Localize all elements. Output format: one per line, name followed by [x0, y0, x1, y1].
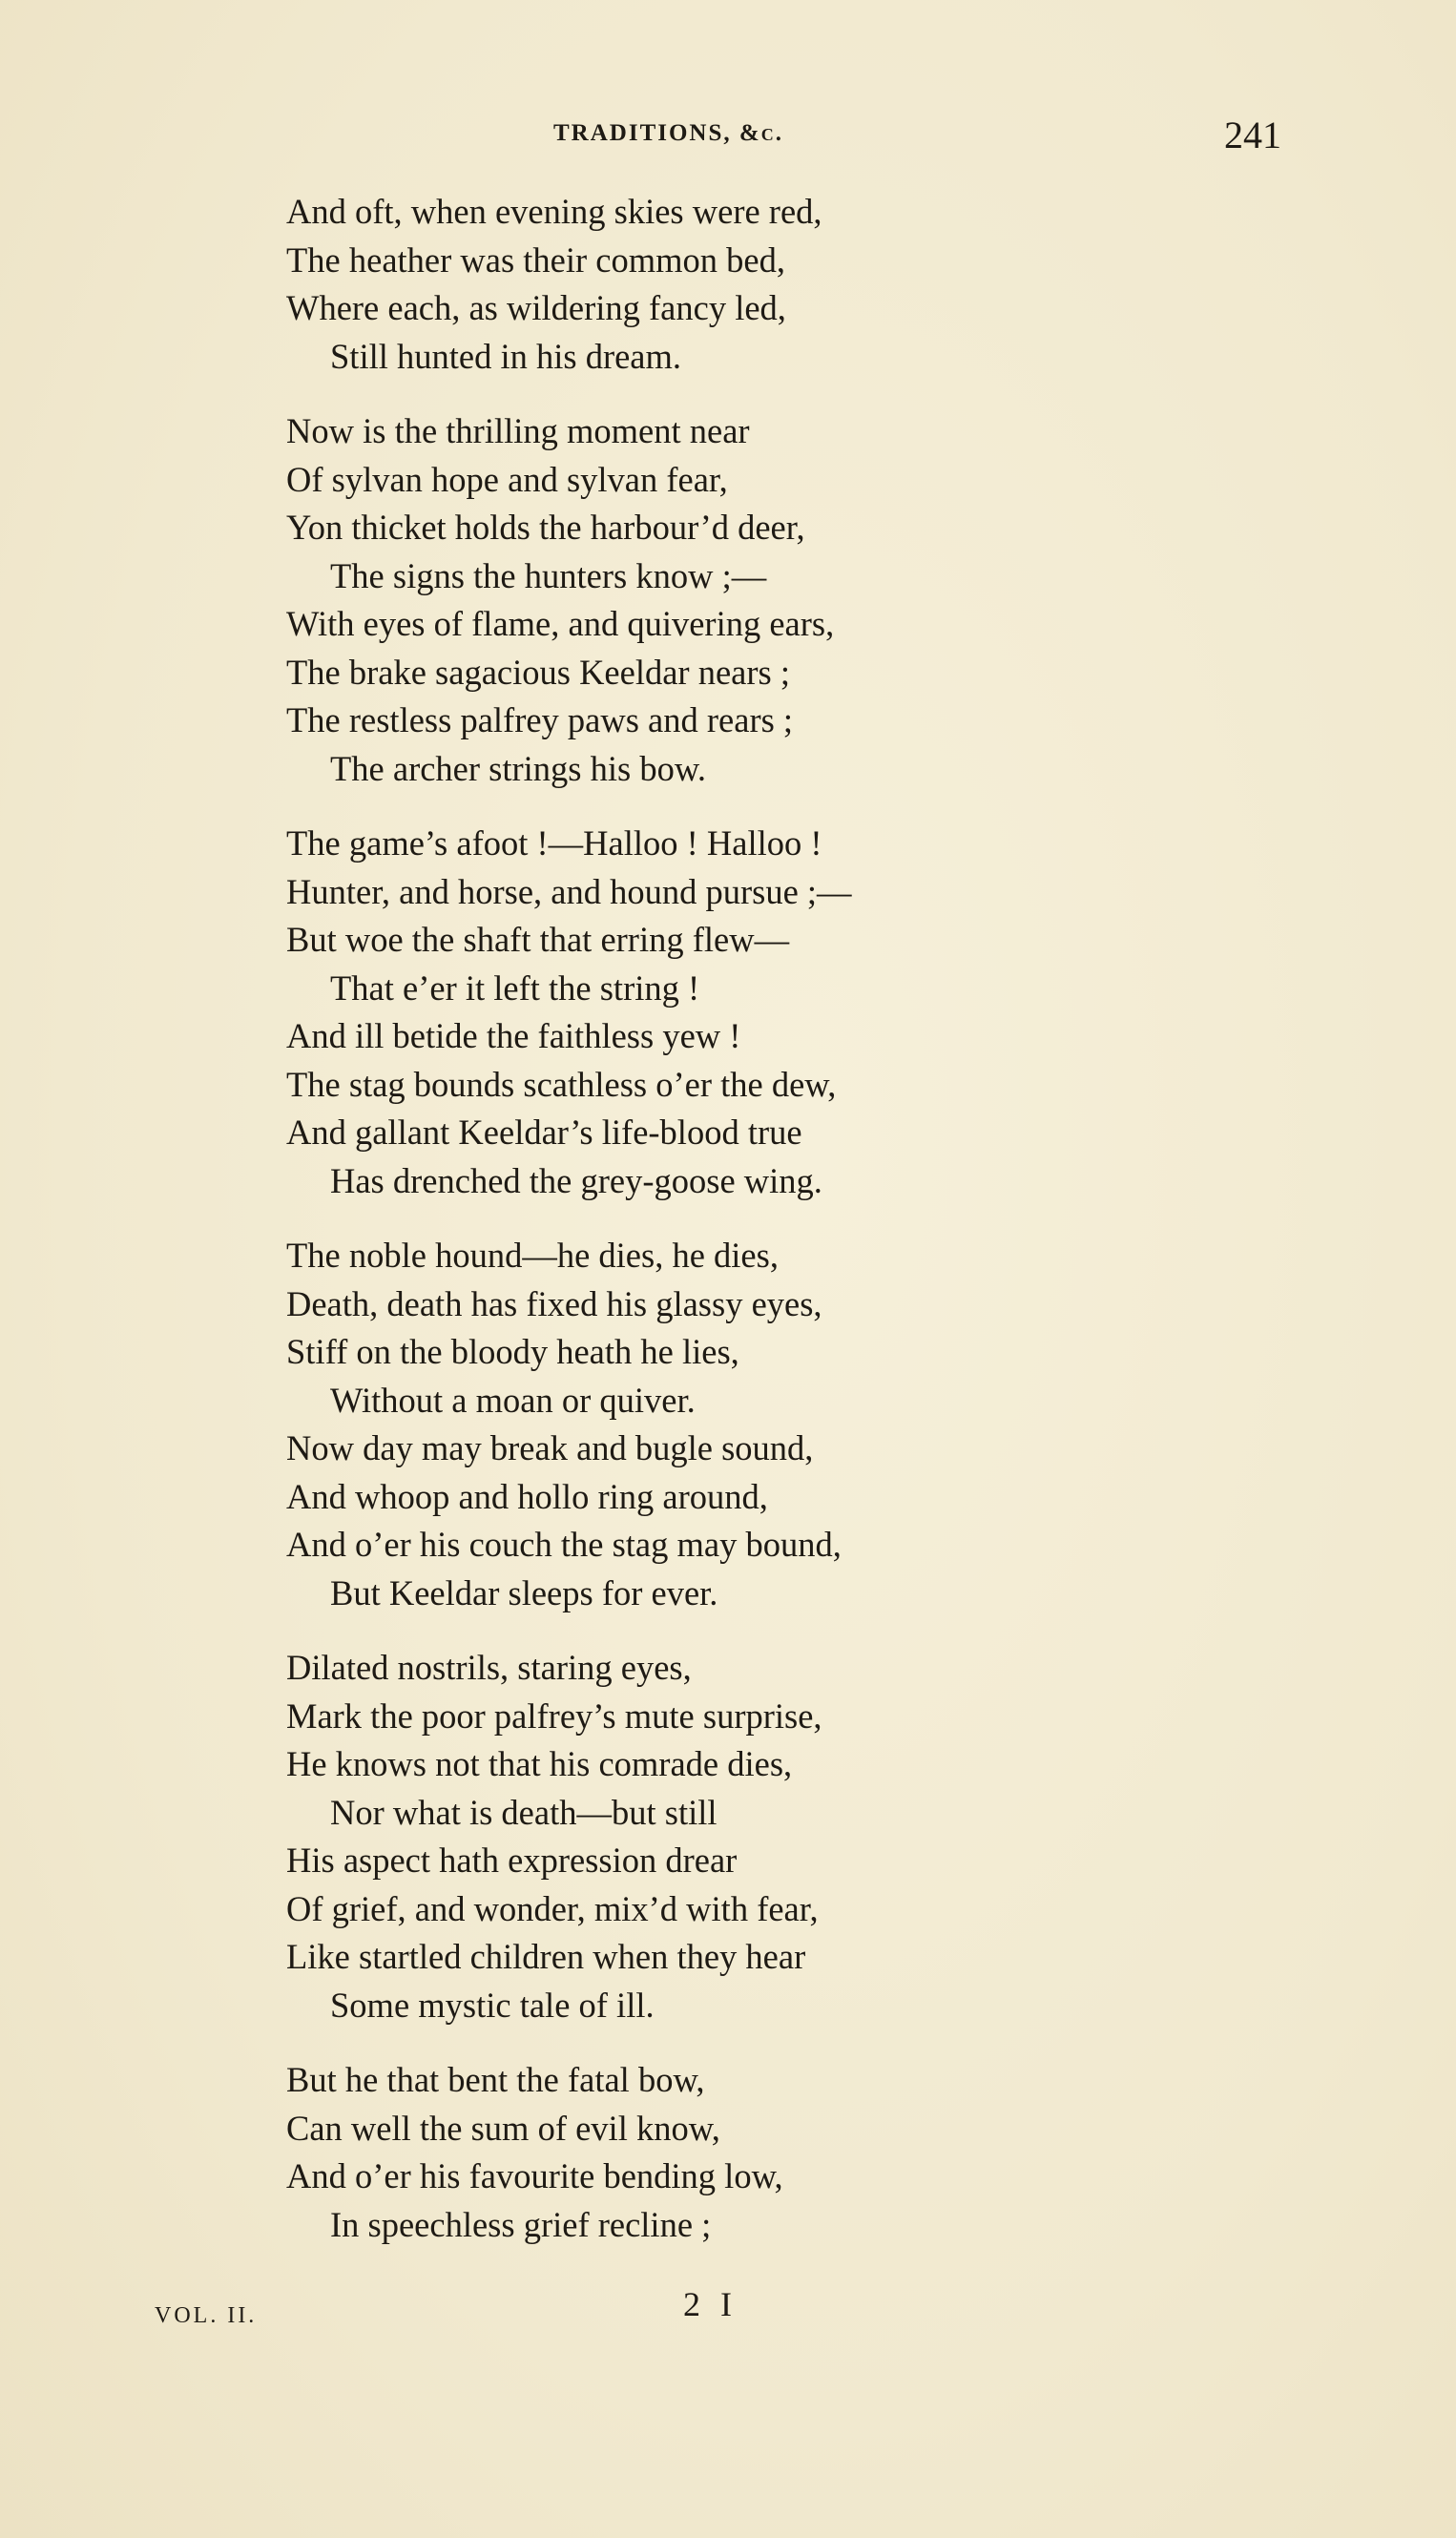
poem-line: Hunter, and horse, and hound pursue ;— — [286, 871, 852, 911]
poem-line: Now day may break and bugle sound, — [286, 1428, 814, 1467]
stanza — [286, 188, 1383, 381]
stanza — [286, 1232, 1383, 1617]
poem-line: The noble hound—he dies, he dies, — [286, 1236, 779, 1275]
poem-line: The heather was their common bed, — [286, 239, 785, 280]
poem-line: Has drenched the grey-goose wing. — [330, 1160, 822, 1200]
poem-line: Death, death has fixed his glassy eyes, — [286, 1283, 822, 1323]
running-title: TRADITIONS, &c. — [553, 120, 783, 146]
poem-line: His aspect hath expression drear — [286, 1841, 738, 1880]
poem-line: Where each, as wildering fancy led, — [286, 288, 786, 327]
running-head — [0, 113, 1456, 160]
volume-label: VOL. II. — [155, 2303, 258, 2328]
stanza — [286, 1644, 1383, 2029]
poem-line: And o’er his favourite bending low, — [286, 2156, 783, 2195]
poem-line: Stiff on the bloody heath he lies, — [286, 1332, 739, 1371]
poem-line: And ill betide the faithless yew ! — [286, 1016, 741, 1055]
stanza — [286, 820, 1383, 1205]
poem-line: But Keeldar sleeps for ever. — [330, 1572, 718, 1612]
poem-line: Of sylvan hope and sylvan fear, — [286, 459, 728, 499]
stanza — [286, 2056, 1383, 2249]
poem-line: Mark the poor palfrey’s mute surprise, — [286, 1695, 822, 1736]
poem-line: Like startled children when they hear — [286, 1937, 806, 1976]
poem-line: The restless palfrey paws and rears ; — [286, 700, 794, 739]
poem-line: With eyes of flame, and quivering ears, — [286, 604, 835, 643]
poem-line: The brake sagacious Keeldar nears ; — [286, 652, 790, 692]
poem-line: But he that bent the fatal bow, — [286, 2060, 705, 2099]
page-number: 241 — [1224, 114, 1281, 156]
poem-line: Dilated nostrils, staring eyes, — [286, 1648, 692, 1687]
poem-line: The archer strings his bow. — [330, 748, 706, 788]
poem-line: The stag bounds scathless o’er the dew, — [286, 1064, 837, 1104]
poem-line: But woe the shaft that erring flew— — [286, 920, 790, 959]
poem-line: Without a moan or quiver. — [330, 1380, 696, 1420]
poem-line: Still hunted in his dream. — [330, 336, 682, 376]
poem-line: And whoop and hollo ring around, — [286, 1476, 768, 1516]
poem-line: The signs the hunters know ;— — [330, 555, 767, 595]
poem-line: In speechless grief recline ; — [330, 2204, 712, 2244]
poem-line: He knows not that his comrade dies, — [286, 1744, 793, 1783]
poem-line: Can well the sum of evil know, — [286, 2108, 720, 2148]
signature-mark: 2 I — [683, 2285, 738, 2323]
poem-body — [286, 188, 1383, 2276]
poem-line: Nor what is death—but still — [330, 1792, 718, 1832]
page-footer — [0, 2284, 1456, 2341]
poem-line: Yon thicket holds the harbour’d deer, — [286, 508, 805, 547]
poem-line: Of grief, and wonder, mix’d with fear, — [286, 1888, 819, 1928]
poem-line: That e’er it left the string ! — [330, 967, 700, 1008]
poem-line: And o’er his couch the stag may bound, — [286, 1525, 842, 1564]
poem-line: Now is the thrilling moment near — [286, 411, 750, 450]
stanza — [286, 407, 1383, 793]
poem-line: Some mystic tale of ill. — [330, 1985, 655, 2025]
poem-line: And gallant Keeldar’s life-blood true — [286, 1113, 802, 1152]
poem-line: And oft, when evening skies were red, — [286, 192, 822, 231]
poem-line: The game’s afoot !—Halloo ! Halloo ! — [286, 823, 822, 863]
